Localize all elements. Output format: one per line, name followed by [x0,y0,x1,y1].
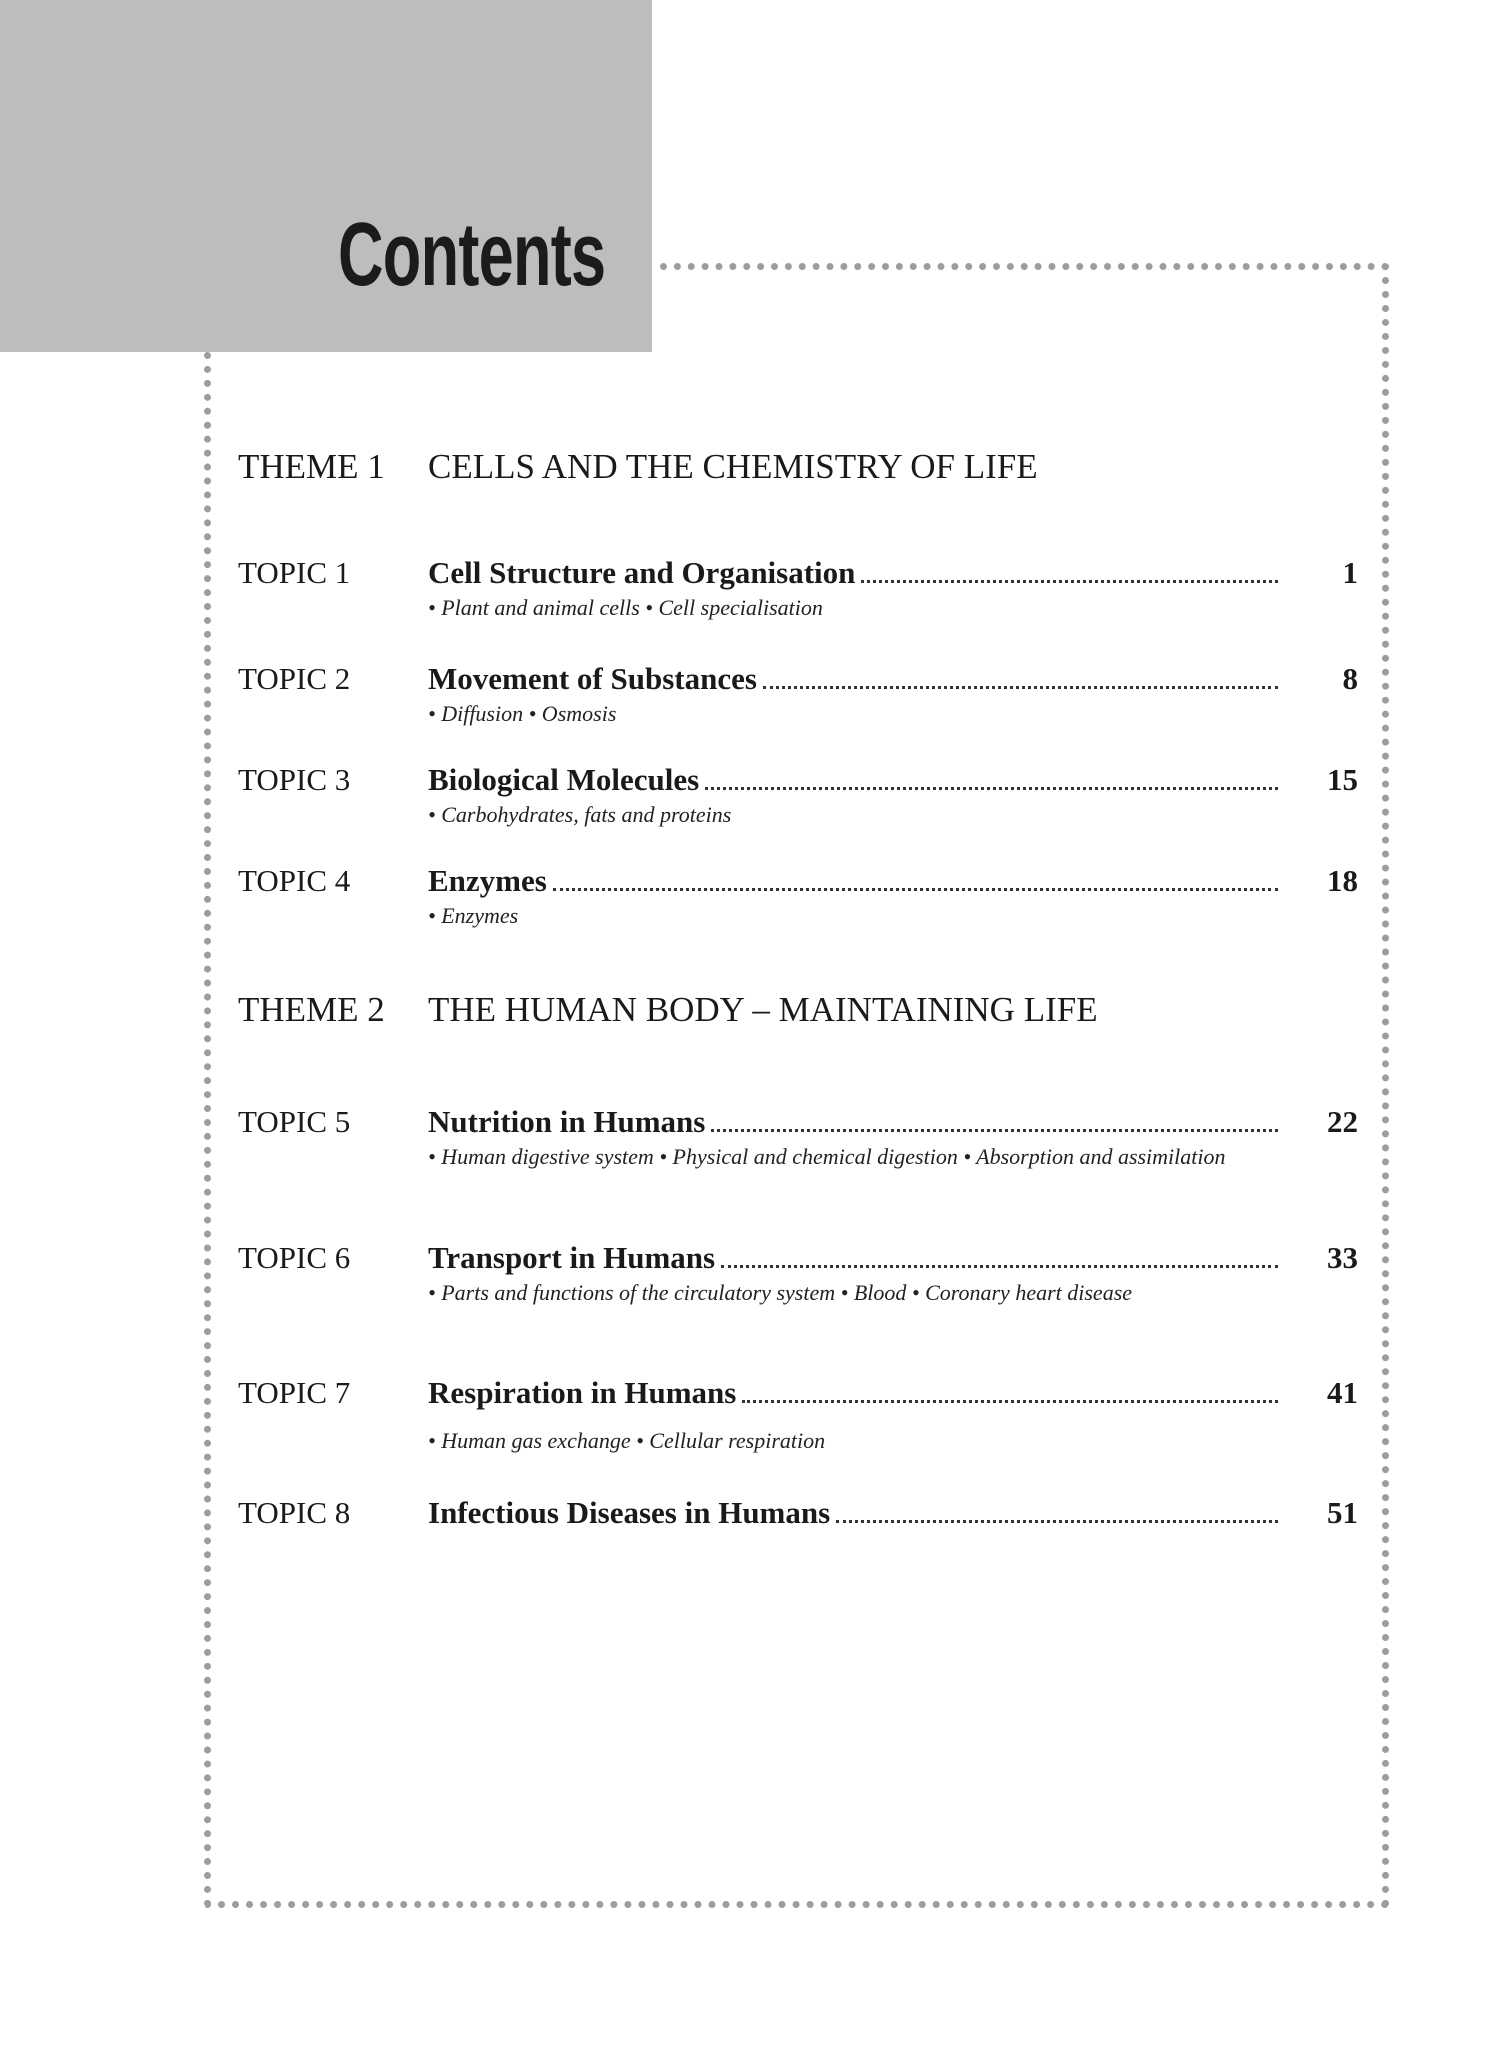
topic-title-line [428,1495,1278,1531]
topic-title[interactable]: Biological Molecules [428,762,705,798]
topic-title[interactable]: Movement of Substances [428,661,763,697]
dot-leader [763,686,1278,689]
topic-subtopics: • Enzymes [428,903,519,928]
topic-title[interactable]: Nutrition in Humans [428,1104,711,1140]
dot-leader [861,580,1278,583]
dot-leader [742,1400,1278,1403]
topic-title-line [428,555,1278,591]
topic-page-number: 1 [1342,555,1358,590]
dot-leader [705,787,1278,790]
theme-title: THE HUMAN BODY – MAINTAINING LIFE [428,990,1098,1029]
page-title: Contents [338,205,606,305]
topic-label: TOPIC 3 [238,762,351,797]
topic-page-number: 8 [1342,661,1358,696]
dotted-frame-left [204,352,211,1908]
topic-title[interactable]: Enzymes [428,863,553,899]
toc-entry[interactable] [238,1495,1358,1575]
topic-label: TOPIC 1 [238,555,351,590]
toc-entry[interactable] [238,661,1358,741]
theme-label: THEME 1 [238,447,385,486]
toc-entry[interactable] [238,1375,1358,1455]
topic-page-number: 22 [1327,1104,1358,1139]
topic-label: TOPIC 4 [238,863,351,898]
topic-label: TOPIC 7 [238,1375,351,1410]
topic-label: TOPIC 6 [238,1240,351,1275]
toc-entry[interactable] [238,863,1358,943]
topic-title-line [428,1375,1278,1411]
topic-title[interactable]: Cell Structure and Organisation [428,555,861,591]
topic-title[interactable]: Transport in Humans [428,1240,721,1276]
toc-entry[interactable] [238,1240,1358,1320]
topic-label: TOPIC 2 [238,661,351,696]
topic-label: TOPIC 8 [238,1495,351,1530]
topic-label: TOPIC 5 [238,1104,351,1139]
topic-title-line [428,863,1278,899]
topic-page-number: 33 [1327,1240,1358,1275]
topic-page-number: 41 [1327,1375,1358,1410]
theme-title: CELLS AND THE CHEMISTRY OF LIFE [428,447,1038,486]
toc-entry[interactable] [238,1104,1358,1184]
topic-page-number: 18 [1327,863,1358,898]
topic-subtopics: • Parts and functions of the circulatory system • Blood • Coronary heart disease [428,1280,1133,1305]
toc-entry[interactable] [238,762,1358,842]
dot-leader [553,888,1278,891]
topic-subtopics: • Human gas exchange • Cellular respiration [428,1428,826,1453]
topic-title-line [428,1240,1278,1276]
topic-title-line [428,1104,1278,1140]
dot-leader [721,1265,1278,1268]
theme-label: THEME 2 [238,990,385,1029]
topic-title[interactable]: Respiration in Humans [428,1375,742,1411]
topic-subtopics: • Diffusion • Osmosis [428,701,617,726]
dot-leader [711,1129,1278,1132]
topic-title-line [428,762,1278,798]
topic-title-line [428,661,1278,697]
topic-page-number: 51 [1327,1495,1358,1530]
topic-subtopics: • Human digestive system • Physical and chemical digestion • Absorption and assimilation [428,1144,1226,1169]
topic-subtopics: • Plant and animal cells • Cell specialisation [428,595,823,620]
topic-title[interactable]: Infectious Diseases in Humans [428,1495,836,1531]
topic-page-number: 15 [1327,762,1358,797]
dotted-frame-top [660,263,1389,270]
toc-entry[interactable] [238,555,1358,635]
dot-leader [836,1520,1278,1523]
topic-subtopics: • Carbohydrates, fats and proteins [428,802,732,827]
dotted-frame [204,263,1389,1908]
